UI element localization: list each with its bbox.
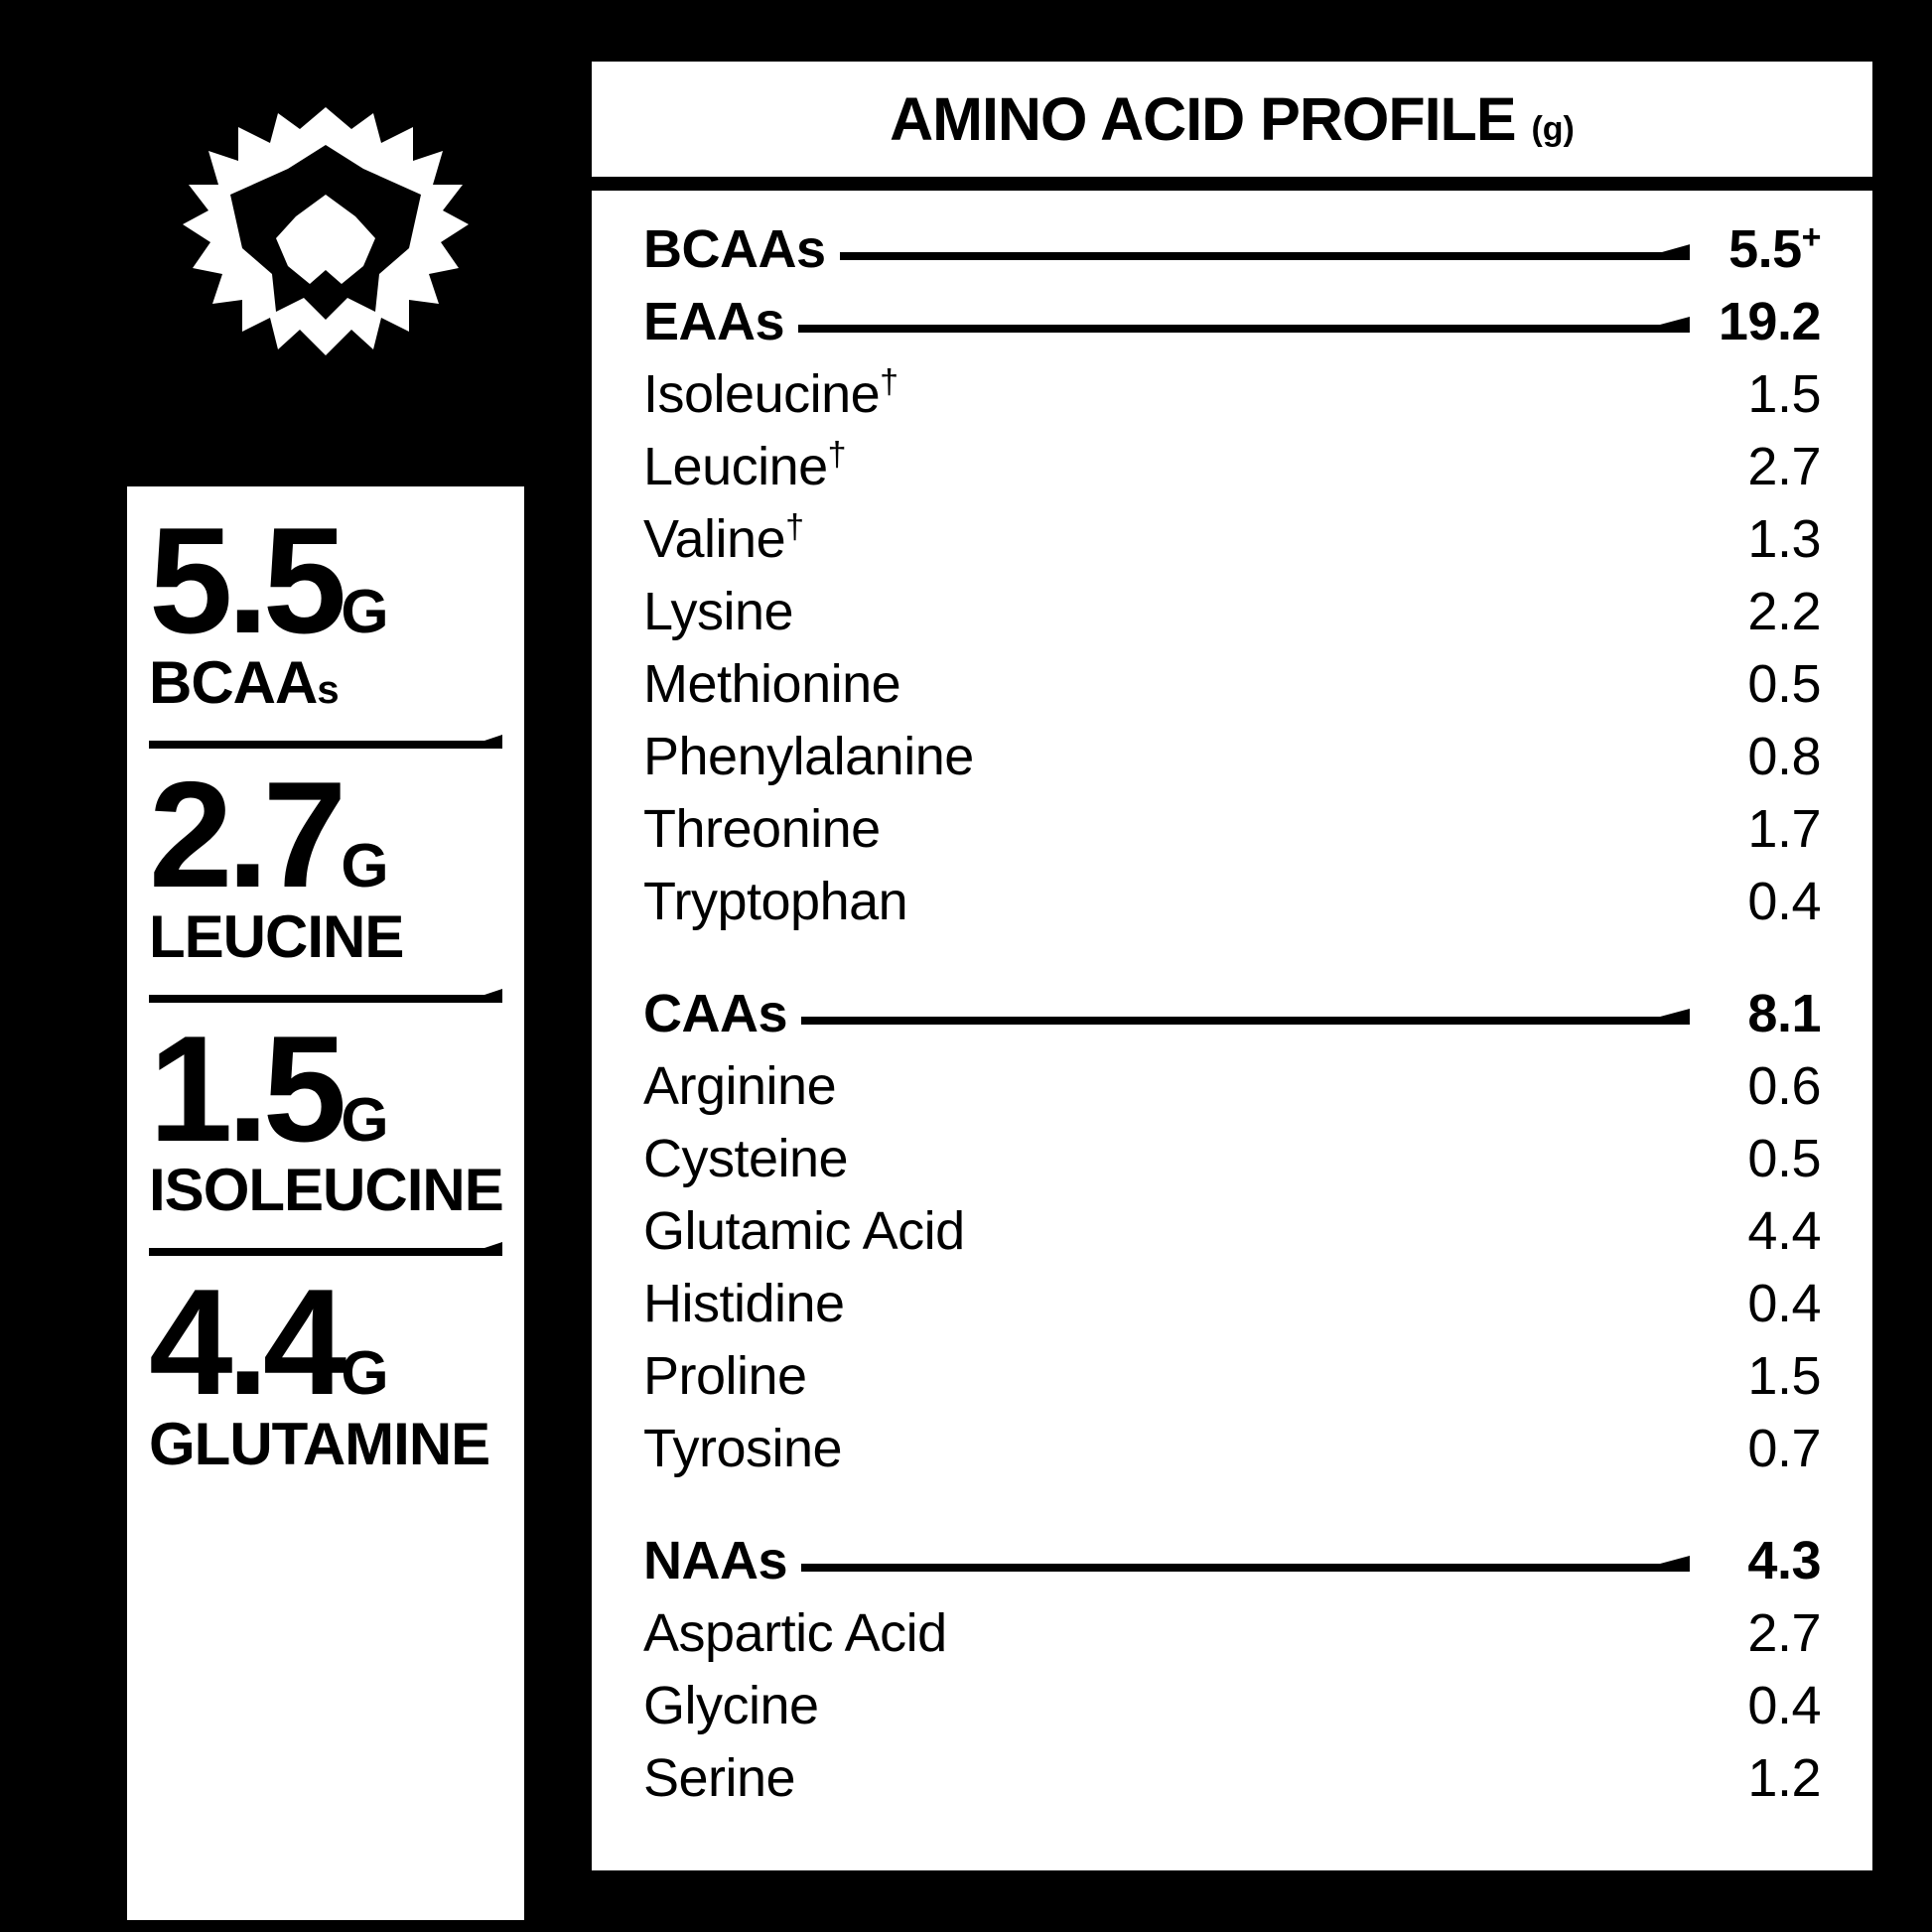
row-value: 2.7 (1747, 1603, 1821, 1663)
table-row (643, 1200, 1821, 1273)
row-label: Tyrosine (643, 1419, 843, 1478)
row-label: Methionine (643, 654, 901, 714)
row-value: 0.4 (1747, 1274, 1821, 1333)
spacer (850, 1077, 1690, 1107)
spacer (859, 1295, 1690, 1324)
row-label: EAAs (643, 292, 785, 351)
row-value: 2.7 (1747, 437, 1821, 496)
leader-line (801, 1552, 1690, 1582)
highlight-value: 5.5G (149, 496, 388, 665)
spacer (821, 1367, 1690, 1397)
row-value: 8.1 (1747, 984, 1821, 1043)
spacer (912, 385, 1690, 415)
row-label: NAAs (643, 1531, 788, 1590)
spacer (895, 820, 1690, 850)
table-row (643, 726, 1821, 798)
leader-line (798, 313, 1690, 343)
highlight-label: LEUCINE (149, 902, 404, 970)
row-label: Lysine (643, 582, 794, 641)
spacer (833, 1697, 1690, 1726)
table-row (643, 581, 1821, 653)
table-row (643, 508, 1821, 581)
highlight-label: GLUTAMINE (149, 1411, 490, 1478)
table-row (643, 1675, 1821, 1747)
row-label: Phenylalanine (643, 727, 974, 786)
row-value: 0.4 (1747, 1676, 1821, 1735)
amino-acid-panel (592, 62, 1872, 1872)
spacer (860, 458, 1690, 487)
row-label: Cysteine (643, 1129, 849, 1188)
highlight-label: ISOLEUCINE (149, 1157, 503, 1224)
table-row (643, 1273, 1821, 1345)
highlight-stat-bcaa (149, 496, 502, 721)
row-value: 19.2 (1718, 292, 1821, 351)
spacer (921, 893, 1690, 922)
spacer (862, 1150, 1690, 1179)
row-value: 1.5 (1747, 364, 1821, 424)
row-value: 4.4 (1747, 1201, 1821, 1261)
row-value: 4.3 (1747, 1531, 1821, 1590)
row-value: 1.2 (1747, 1748, 1821, 1808)
row-value: 1.7 (1747, 799, 1821, 859)
table-row (643, 653, 1821, 726)
spacer (961, 1624, 1690, 1654)
table-row (643, 1055, 1821, 1128)
row-label: Isoleucine† (643, 363, 898, 424)
table-row (643, 1602, 1821, 1675)
row-label: CAAs (643, 984, 788, 1043)
highlight-value: 4.4G (149, 1258, 388, 1428)
table-row (643, 1128, 1821, 1200)
panel-header (592, 62, 1872, 177)
section-gap (643, 943, 1821, 983)
lion-head-logo-icon (177, 99, 475, 387)
row-value: 2.2 (1747, 582, 1821, 641)
row-value: 1.3 (1747, 509, 1821, 569)
spacer (856, 1440, 1690, 1469)
row-label: Tryptophan (643, 872, 908, 931)
highlight-label: BCAAs (149, 648, 339, 716)
spacer (988, 748, 1690, 777)
table-row (643, 983, 1821, 1055)
row-label: Valine† (643, 508, 804, 569)
highlight-value: 2.7G (149, 750, 388, 919)
table-row (643, 1747, 1821, 1820)
leader-line (801, 1005, 1690, 1035)
amino-acid-table (592, 191, 1872, 1870)
row-value: 0.6 (1747, 1056, 1821, 1116)
row-label: Threonine (643, 799, 881, 859)
row-label: Glutamic Acid (643, 1201, 965, 1261)
row-value: 0.5 (1747, 1129, 1821, 1188)
brand-logo (127, 50, 524, 437)
left-column (127, 40, 524, 1892)
table-row (643, 291, 1821, 363)
highlight-stat-glutamine (149, 1258, 502, 1482)
table-row (643, 1345, 1821, 1418)
row-label: Glycine (643, 1676, 819, 1735)
row-label: Leucine† (643, 436, 847, 496)
spacer (807, 603, 1690, 632)
leader-line (840, 240, 1690, 270)
table-row (643, 1530, 1821, 1602)
row-value: 1.5 (1747, 1346, 1821, 1406)
row-label: Aspartic Acid (643, 1603, 947, 1663)
row-value: 5.5+ (1728, 218, 1821, 279)
highlight-stat-leucine (149, 750, 502, 975)
row-label: BCAAs (643, 219, 826, 279)
highlight-stat-isoleucine (149, 1004, 503, 1229)
table-row (643, 1418, 1821, 1490)
row-value: 0.8 (1747, 727, 1821, 786)
row-value: 0.7 (1747, 1419, 1821, 1478)
section-gap (643, 1490, 1821, 1530)
table-row (643, 218, 1821, 291)
spacer (979, 1222, 1690, 1252)
highlight-stats-card (127, 486, 524, 1920)
row-value: 0.4 (1747, 872, 1821, 931)
spacer (809, 1769, 1690, 1799)
row-label: Proline (643, 1346, 807, 1406)
table-row (643, 363, 1821, 436)
highlight-value: 1.5G (149, 1004, 388, 1173)
row-label: Serine (643, 1748, 796, 1808)
row-label: Histidine (643, 1274, 845, 1333)
table-row (643, 436, 1821, 508)
spacer (914, 675, 1690, 705)
row-label: Arginine (643, 1056, 837, 1116)
page-title: AMINO ACID PROFILE (g) (890, 85, 1575, 153)
table-row (643, 798, 1821, 871)
row-value: 0.5 (1747, 654, 1821, 714)
spacer (818, 530, 1690, 560)
table-row (643, 871, 1821, 943)
